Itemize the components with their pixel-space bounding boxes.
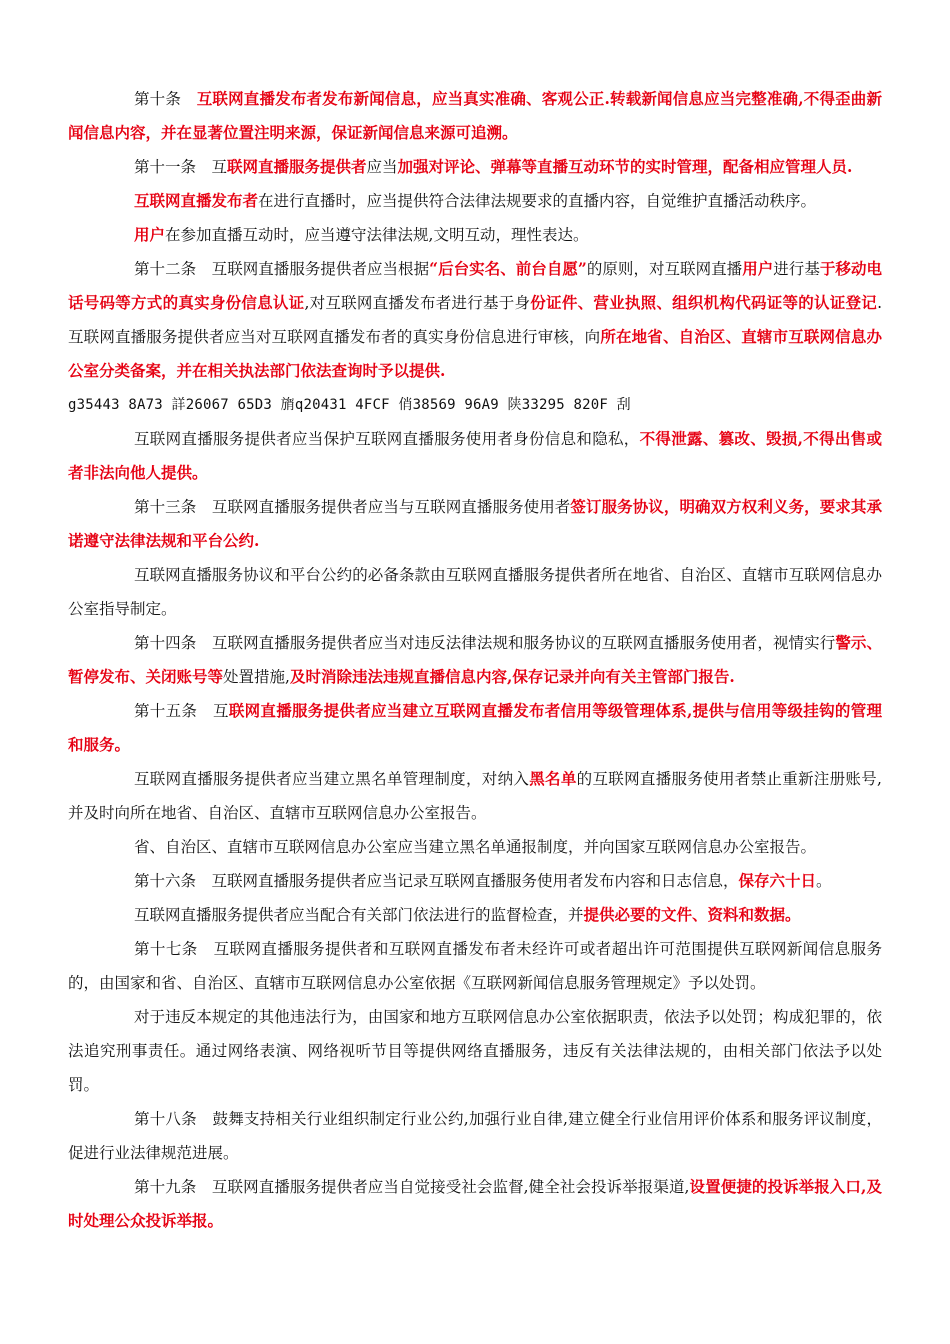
body-text: 互联网直播服务提供者应当保护互联网直播服务使用者身份信息和隐私， [134,430,640,448]
paragraph [68,150,882,184]
highlighted-text: 提供必要的文件、资料和数据。 [583,905,801,924]
body-text: 第十六条 互联网直播服务提供者应当记录互联网直播服务使用者发布内容和日志信息， [134,872,739,890]
paragraph [68,898,882,932]
highlighted-text: 及时消除违法违规直播信息内容,保存记录并向有关主管部门报告. [289,667,735,686]
highlighted-text: 黑名单 [529,769,577,788]
body-text: 进行基 [773,260,820,278]
body-text: 第十二条 互联网直播服务提供者应当根据 [134,260,430,278]
paragraph [68,626,882,694]
highlighted-text: 联网直播服务提供者 [227,157,367,176]
paragraph [68,830,882,864]
paragraph [68,558,882,626]
body-text: .互联网直播服务提供者应当对互联网直播发布者的真实身份信息进行审核，向 [68,294,882,346]
body-text: ,对互联网直播发布者进行基于身 [304,294,531,312]
paragraph [68,932,882,1000]
highlighted-text: 互联网直播发布者 [134,191,259,210]
highlighted-text: 份证件、营业执照、组织机构代码证等的认证登记 [530,293,878,312]
highlighted-text: 保存六十日 [738,871,817,890]
body-text: 对于违反本规定的其他违法行为，由国家和地方互联网信息办公室依据职责，依法予以处罚；构成犯罪的，依法追究刑事责任。通过网络表演、网络视听节目等提供网络直播服务，违反有关法律法规的，由相关部门依法予以处罚。 [68,1008,882,1094]
body-text: 第十四条 互联网直播服务提供者应当对违反法律法规和服务协议的互联网直播服务使用者，视情实行 [134,634,836,652]
paragraph [68,864,882,898]
paragraph [68,422,882,490]
code-line: g35443 8A73 詳26067 65D3 旓q20431 4FCF 俏38569 96A9 陕33295 820F 刮 [68,397,631,413]
highlighted-text: 用户 [742,259,774,278]
highlighted-text: 设置便捷的投诉举报入口,及时处理公众投诉举报。 [68,1177,882,1230]
body-text: 应当 [366,158,398,176]
highlighted-text: 互联网直播发布者发布新闻信息，应当真实准确、客观公正.转载新闻信息应当完整准确,不得歪曲新闻信息内容，并在显著位置注明来源，保证新闻信息来源可追溯。 [68,89,882,142]
body-text: 的原则，对互联网直播 [586,260,743,278]
body-text: 互联网直播服务提供者应当配合有关部门依法进行的监督检查，并 [134,906,584,924]
body-text: 处置措施, [223,668,290,686]
paragraph [68,490,882,558]
body-text: 的互联网直播服务使用者禁止重新注册账号,并及时向所在地省、自治区、直辖市互联网信息办公室报告。 [68,770,882,822]
paragraph [68,252,882,388]
body-text: 第十八条 鼓舞支持相关行业组织制定行业公约,加强行业自律,建立健全行业信用评价体系和服务评议制度，促进行业法律规范进展。 [68,1110,882,1162]
body-text: 。 [816,872,832,890]
body-text: 第十七条 互联网直播服务提供者和互联网直播发布者未经许可或者超出许可范围提供互联网新闻信息服务的，由国家和省、自治区、直辖市互联网信息办公室依据《互联网新闻信息服务管理规定》予以处罚。 [68,940,882,992]
highlighted-text: 警示、暂停发布、关闭账号等 [68,633,882,686]
highlighted-text: 所在地省、自治区、直辖市互联网信息办公室分类备案，并在相关执法部门依法查询时予以提供. [68,327,882,380]
body-text: 第十一条 互 [134,158,228,176]
paragraph [68,1102,882,1170]
paragraph [68,1000,882,1102]
paragraph [68,184,882,218]
paragraph [68,218,882,252]
highlighted-text: “后台实名、前台自愿” [429,259,587,278]
highlighted-text: 签订服务协议，明确双方权利义务，要求其承诺遵守法律法规和平台公约. [68,497,882,550]
body-text: 互联网直播服务协议和平台公约的必备条款由互联网直播服务提供者所在地省、自治区、直辖市互联网信息办公室指导制定。 [68,566,882,618]
paragraph [68,82,882,150]
highlighted-text: 加强对评论、弹幕等直播互动环节的实时管理，配备相应管理人员. [397,157,853,176]
highlighted-text: 用户 [134,225,166,244]
paragraph [68,1170,882,1238]
body-text: 在进行直播时，应当提供符合法律法规要求的直播内容，自觉维护直播活动秩序。 [258,192,817,210]
document-page [68,82,882,1238]
body-text: 第十九条 互联网直播服务提供者应当自觉接受社会监督,健全社会投诉举报渠道, [134,1178,690,1196]
paragraph [68,762,882,830]
body-text: 第十五条 互 [134,702,229,720]
highlighted-text: 联网直播服务提供者应当建立互联网直播发布者信用等级管理体系,提供与信用等级挂钩的管理和服务。 [68,701,882,754]
body-text: 在参加直播互动时，应当遵守法律法规,文明互动，理性表达。 [165,226,589,244]
body-text: 第十条 [134,90,197,108]
highlighted-text: 于移动电话号码等方式的真实身份信息认证 [68,259,882,312]
paragraph [68,694,882,762]
body-text: 第十三条 互联网直播服务提供者应当与互联网直播服务使用者 [134,498,571,516]
body-text: 省、自治区、直辖市互联网信息办公室应当建立黑名单通报制度，并向国家互联网信息办公室报告。 [134,838,817,856]
highlighted-text: 不得泄露、篡改、毁损,不得出售或者非法向他人提供。 [68,429,882,482]
body-text: 互联网直播服务提供者应当建立黑名单管理制度，对纳入 [134,770,530,788]
